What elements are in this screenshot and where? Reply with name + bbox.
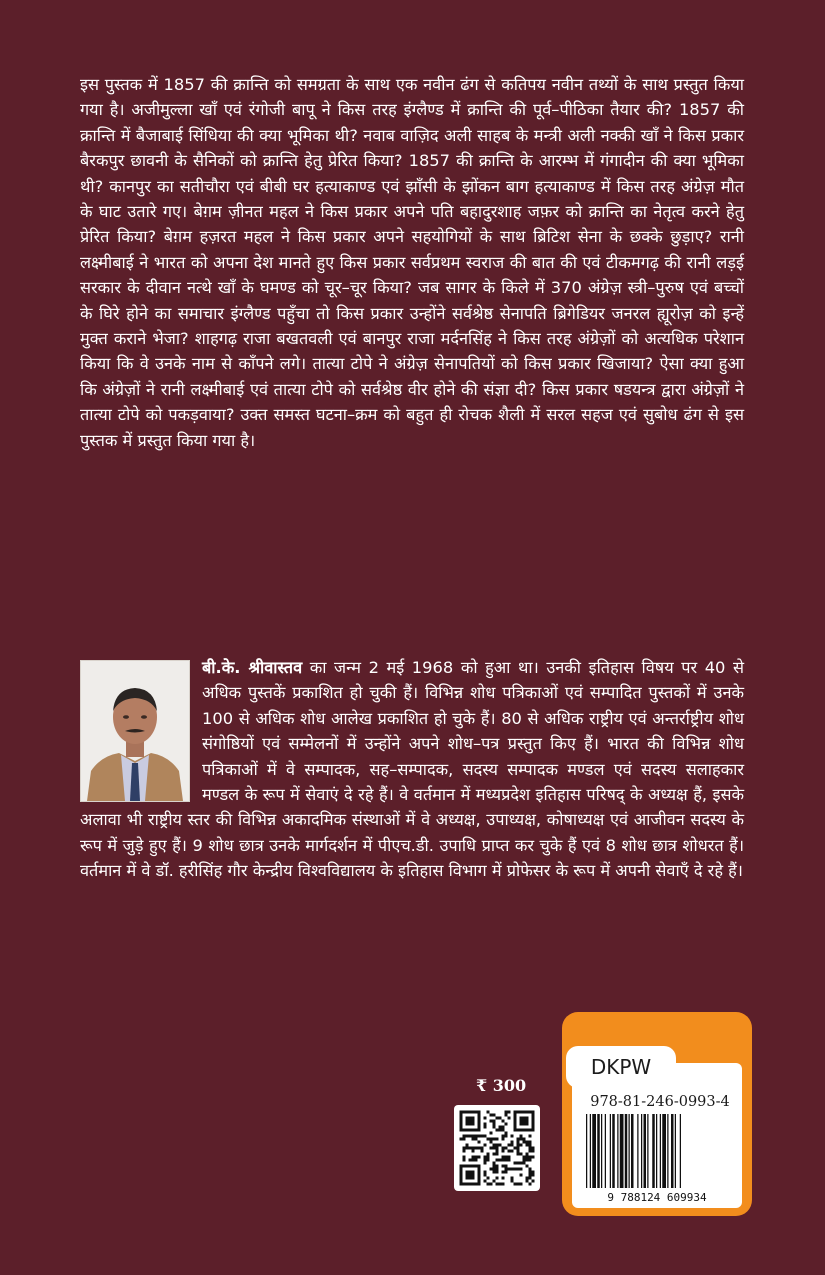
photo-spacer <box>80 655 202 805</box>
author-name: बी.के. श्रीवास्तव <box>202 658 303 677</box>
publisher-logo: DKPW <box>566 1046 676 1088</box>
barcode <box>578 1112 736 1204</box>
author-bio <box>80 655 744 884</box>
qr-code <box>454 1105 540 1191</box>
author-bio-text: का जन्म 2 मई 1968 को हुआ था। उनकी इतिहास विषय पर 40 से अधिक पुस्तकें प्रकाशित हो चुकी हैं। विभिन्न शोध पत्रिकाओं एवं सम्पादित पुस्तकों में उनके 100 से अधिक शोध आलेख प्रकाशित हो चुके हैं। 80 से अधिक राष्ट्रीय एवं अन्तर्राष्ट्रीय शोध संगोष्ठियों एवं सम्मेलनों में उन्होंने अपने शोध–पत्र प्रस्तुत किए हैं। भारत की विभिन्न शोध पत्रिकाओं में वे सम्पादक, सह–सम्पादक, सदस्य सम्पादक मण्डल एवं सदस्य सलाहकार मण्डल के रूप में सेवाएं दे रहे हैं। वे वर्तमान में मध्यप्रदेश इतिहास परिषद् के अध्यक्ष हैं, इसके अलावा भी राष्ट्रीय स्तर की विभिन्न अकादमिक संस्थाओं में वे अध्यक्ष, उपाध्यक्ष, कोषाध्यक्ष एवं आजीवन सदस्य के रूप में जुड़े हुए हैं। 9 शोध छात्र उनके मार्गदर्शन में पीएच.डी. उपाधि प्राप्त कर चुके हैं एवं 8 शोध छात्र शोधरत हैं। वर्तमान में वे डॉ. हरीसिंह गौर केन्द्रीय विश्वविद्यालय के इतिहास विभाग में प्रोफेसर के रूप में अपनी सेवाएँ दे रहे हैं। <box>80 658 744 881</box>
price-label: ₹ 300 <box>476 1076 527 1095</box>
book-synopsis: इस पुस्तक में 1857 की क्रान्ति को समग्रता के साथ एक नवीन ढंग से कतिपय नवीन तथ्यों के साथ प्रस्तुत किया गया है। अजीमुल्ला खाँ एवं रंगोजी बापू ने किस तरह इंग्लैण्ड में क्रान्ति की पूर्व–पीठिका तैयार की? 1857 की क्रान्ति में बैजाबाई सिंधिया की क्या भूमिका थी? नवाब वाज़िद अली साहब के मन्त्री अली नक्की खाँ ने किस प्रकार बैरकपुर छावनी के सैनिकों को क्रान्ति हेतु प्रेरित किया? 1857 की क्रान्ति के आरम्भ में गंगादीन की क्या भूमिका थी? कानपुर का सतीचौरा एवं बीबी घर हत्याकाण्ड एवं झाँसी के झोंकन बाग हत्याकाण्ड में किस तरह अंग्रेज़ मौत के घाट उतारे गए। बेग़म ज़ीनत महल ने किस प्रकार अपने पति बहादुरशाह जफ़र को क्रान्ति का नेतृत्व करने हेतु प्रेरित किया? बेग़म हज़रत महल ने किस प्रकार अपने सहयोगियों के साथ ब्रिटिश सेना के छक्के छुड़ाए? रानी लक्ष्मीबाई ने भारत को अपना देश मानते हुए किस प्रकार सर्वप्रथम स्वराज की बात की एवं टीकमगढ़ की रानी लड़ई सरकार के दीवान नत्थे खाँ के घमण्ड को चूर–चूर किया? जब सागर के किले में 370 अंग्रेज़ स्त्री–पुरुष एवं बच्चों के घिरे होने का समाचार इंग्लैण्ड पहुँचा तो किस प्रकार उन्होंने सर्वश्रेष्ठ सेनापति ब्रिगेडियर जनरल ह्यूरोज़ को इन्हें मुक्त कराने भेजा? शाहगढ़ राजा बखतवली एवं बानपुर राजा मर्दनसिंह ने किस तरह अंग्रेज़ों को अत्यधिक परेशान किया कि वे उनके नाम से काँपने लगे। तात्या टोपे ने अंग्रेज़ सेनापतियों को किस प्रकार खिजाया? ऐसा क्या हुआ कि अंग्रेज़ों ने रानी लक्ष्मीबाई एवं तात्या टोपे को सर्वश्रेष्ठ वीर होने की संज्ञा दी? किस प्रकार षडयन्त्र द्वारा अंग्रेज़ों ने तात्या टोपे को पकड़वाया? उक्त समस्त घटना–क्रम को बहुत ही रोचक शैली में सरल सहज एवं सुबोध ढंग से इस पुस्तक में प्रस्तुत किया गया है। <box>80 75 744 450</box>
isbn-number: 978-81-246-0993-4 <box>590 1094 730 1110</box>
barcode-digits: 9 788124 609934 <box>607 1191 707 1204</box>
